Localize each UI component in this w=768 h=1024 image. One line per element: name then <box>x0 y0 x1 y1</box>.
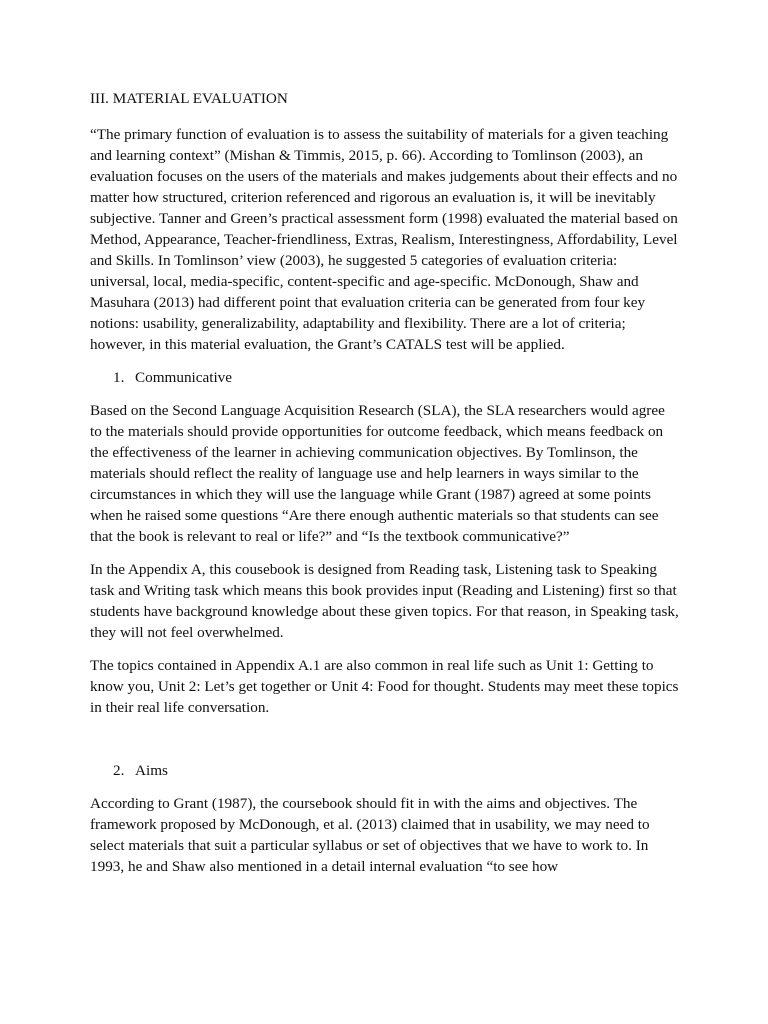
list-title: Communicative <box>135 369 233 386</box>
paragraph: The topics contained in Appendix A.1 are also common in real life such as Unit 1: Getting to know you, Unit 2: Let’s get together or Unit 4: Food for thought. Students may meet these topics in their real life conversation. <box>90 657 679 716</box>
list-number: 2. <box>113 762 125 779</box>
section-title: III. MATERIAL EVALUATION <box>90 90 288 107</box>
paragraph: Based on the Second Language Acquisition Research (SLA), the SLA researchers would agree to the materials should provide opportunities for outcome feedback, which means feedback on the effectiveness of the learner in achieving communication objectives. By Tomlinson, the materials should reflect the reality of language use and help learners in ways similar to the circumstances in which they will use the language while Grant (1987) agreed at some points when he raised some questions “Are there enough authentic materials so that students can see that the book is relevant to real or life?” and “Is the textbook communicative?” <box>90 402 665 545</box>
list-item-aims <box>90 760 680 781</box>
list-item-communicative <box>90 367 680 388</box>
blank-line <box>90 730 680 760</box>
list-title: Aims <box>135 762 168 779</box>
paragraph: According to Grant (1987), the coursebook should fit in with the aims and objectives. The framework proposed by McDonough, et al. (2013) claimed that in usability, we may need to select materials that suit a particular syllabus or set of objectives that we have to work to. In 1993, he and Shaw also mentioned in a detail internal evaluation “to see how <box>90 795 650 875</box>
intro-paragraph: “The primary function of evaluation is to assess the suitability of materials for a given teaching and learning context” (Mishan & Timmis, 2015, p. 66). According to Tomlinson (2003), an evaluation focuses on the users of the materials and makes judgements about their effects and no matter how structured, criterion referenced and rigorous an evaluation is, it will be inevitably subjective. Tanner and Green’s practical assessment form (1998) evaluated the material based on Method, Appearance, Teacher-friendliness, Extras, Realism, Interestingness, Affordability, Level and Skills. In Tomlinson’ view (2003), he suggested 5 categories of evaluation criteria: universal, local, media-specific, content-specific and age-specific. McDonough, Shaw and Masuhara (2013) had different point that evaluation criteria can be generated from four key notions: usability, generalizability, adaptability and flexibility. There are a lot of criteria; however, in this material evaluation, the Grant’s CATALS test will be applied. <box>90 126 678 353</box>
list-number: 1. <box>113 369 125 386</box>
document-page <box>90 88 680 889</box>
paragraph: In the Appendix A, this cousebook is designed from Reading task, Listening task to Speaking task and Writing task which means this book provides input (Reading and Listening) first so that students have background knowledge about these given topics. For that reason, in Speaking task, they will not feel overwhelmed. <box>90 561 679 641</box>
